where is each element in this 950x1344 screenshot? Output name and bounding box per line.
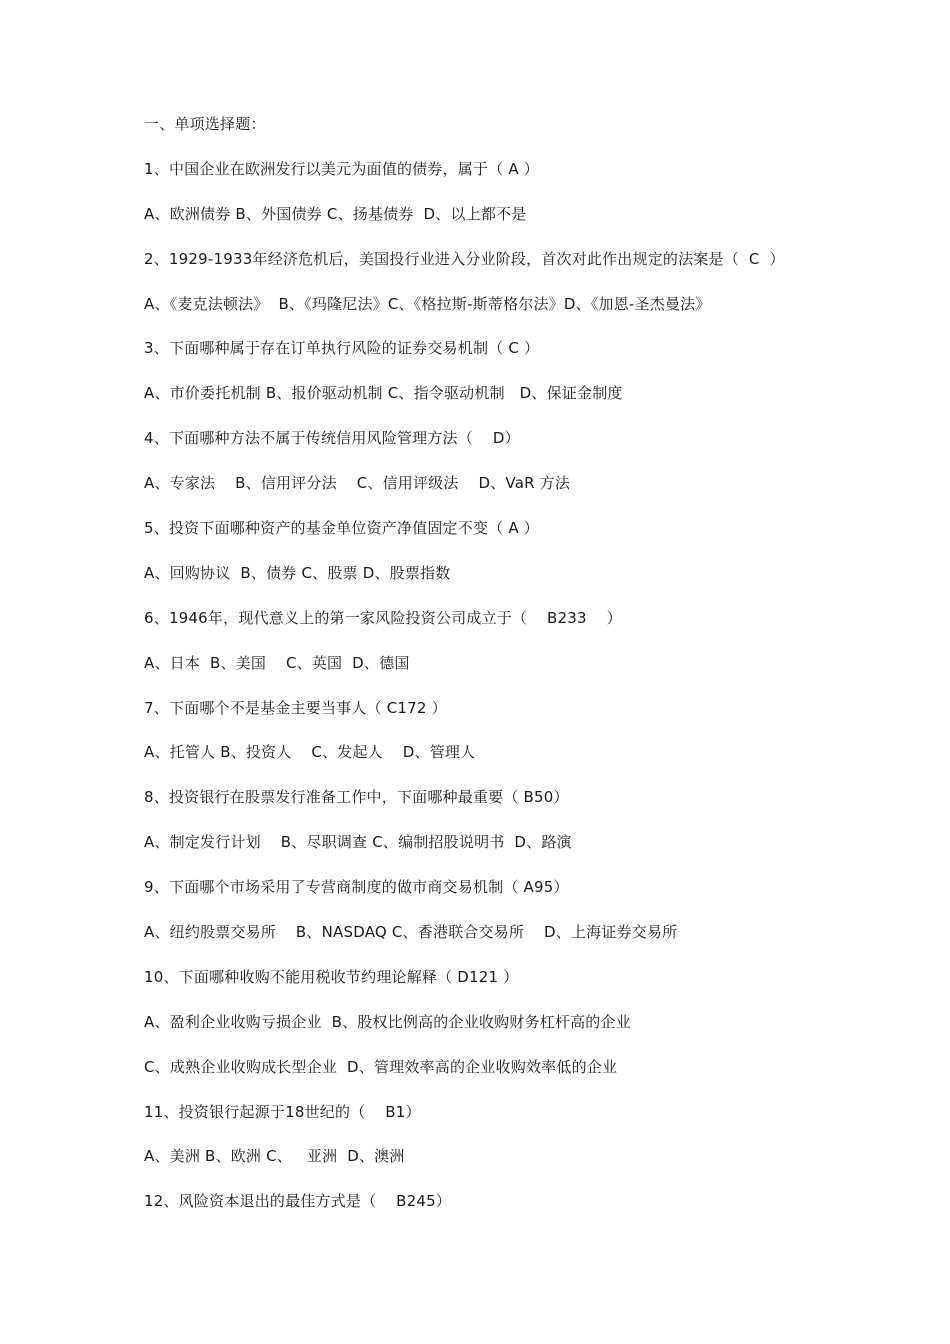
- options-10-cd: C、成熟企业收购成长型企业 D、管理效率高的企业收购效率低的企业: [144, 1057, 618, 1076]
- question-4: 4、下面哪种方法不属于传统信用风险管理方法（ D）: [144, 429, 520, 448]
- question-2: 2、1929-1933年经济危机后，美国投行业进入分业阶段，首次对此作出规定的法案是（ C ）: [144, 249, 785, 268]
- options-7: A、托管人 B、投资人 C、发起人 D、管理人: [144, 743, 476, 762]
- options-10-ab: A、盈利企业收购亏损企业 B、股权比例高的企业收购财务杠杆高的企业: [144, 1012, 631, 1031]
- question-1: 1、中国企业在欧洲发行以美元为面值的债券，属于（ A ）: [144, 159, 539, 178]
- question-6: 6、1946年，现代意义上的第一家风险投资公司成立于（ B233 ）: [144, 608, 622, 627]
- options-4: A、专家法 B、信用评分法 C、信用评级法 D、VaR 方法: [144, 474, 571, 493]
- options-11: A、美洲 B、欧洲 C、 亚洲 D、澳洲: [144, 1147, 405, 1166]
- question-12: 12、风险资本退出的最佳方式是（ B245）: [144, 1192, 452, 1211]
- options-8: A、制定发行计划 B、尽职调查 C、编制招股说明书 D、路演: [144, 833, 572, 852]
- question-8: 8、投资银行在股票发行准备工作中，下面哪种最重要（ B50）: [144, 788, 569, 807]
- options-6: A、日本 B、美国 C、英国 D、德国: [144, 653, 410, 672]
- question-11: 11、投资银行起源于18世纪的（ B1）: [144, 1102, 421, 1121]
- section-heading: 一、单项选择题：: [144, 115, 266, 133]
- question-10: 10、下面哪种收购不能用税收节约理论解释（ D121 ）: [144, 967, 519, 986]
- options-9: A、纽约股票交易所 B、NASDAQ C、香港联合交易所 D、上海证券交易所: [144, 923, 678, 942]
- options-5: A、回购协议 B、债券 C、股票 D、股票指数: [144, 563, 451, 582]
- question-9: 9、下面哪个市场采用了专营商制度的做市商交易机制（ A95）: [144, 878, 569, 897]
- question-5: 5、投资下面哪种资产的基金单位资产净值固定不变（ A ）: [144, 519, 539, 538]
- options-3: A、市价委托机制 B、报价驱动机制 C、指令驱动机制 D、保证金制度: [144, 384, 623, 403]
- options-1: A、欧洲债券 B、外国债券 C、扬基债券 D、以上都不是: [144, 204, 527, 223]
- question-list: [144, 112, 904, 1234]
- question-3: 3、下面哪种属于存在订单执行风险的证券交易机制（ C ）: [144, 339, 540, 358]
- question-7: 7、下面哪个不是基金主要当事人（ C172 ）: [144, 698, 447, 717]
- options-2: A、《麦克法顿法》 B、《玛隆尼法》C、《格拉斯-斯蒂格尔法》D、《加恩-圣杰曼法》: [144, 294, 711, 313]
